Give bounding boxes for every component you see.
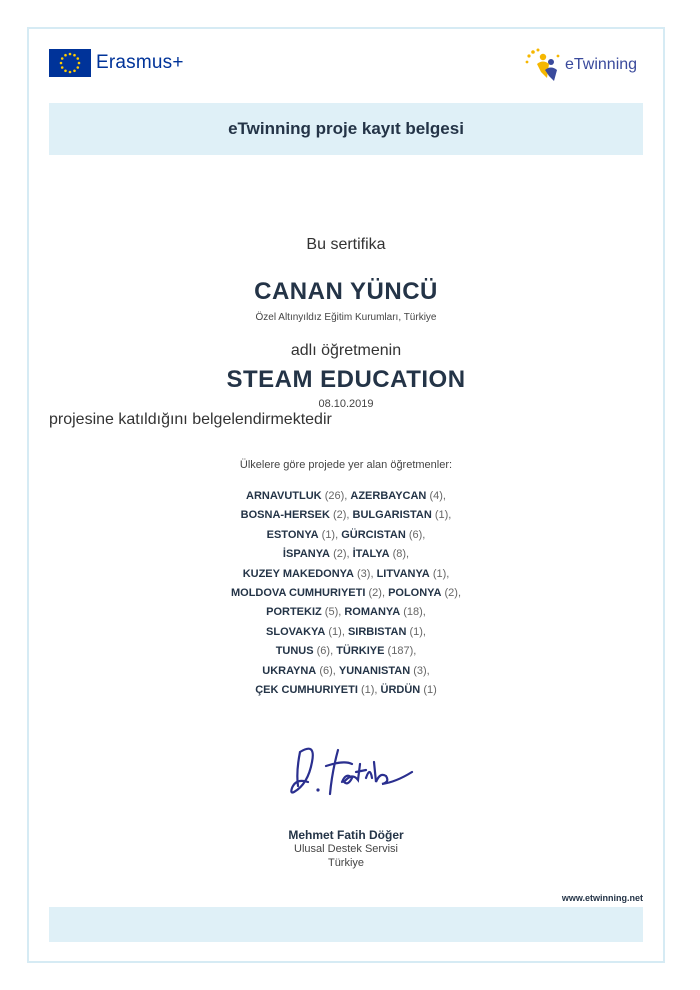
- country-count: (2),: [368, 587, 385, 600]
- country-count: (1): [423, 684, 437, 697]
- document-title: eTwinning proje kayıt belgesi: [228, 119, 464, 138]
- country-count: (1),: [434, 509, 452, 522]
- teacher-suffix-text: adlı öğretmenin: [290, 342, 402, 359]
- country-count: (3),: [357, 567, 374, 580]
- etwinning-logo: [523, 48, 637, 82]
- project-name: STEAM EDUCATION: [226, 366, 466, 393]
- country-line: [49, 584, 643, 603]
- country-name: SIRBISTAN: [347, 625, 407, 638]
- country-line: [49, 506, 643, 525]
- country-name: İSPANYA: [282, 548, 330, 561]
- erasmus-label: Erasmus+: [96, 52, 184, 73]
- signatory-name: Mehmet Fatih Döğer: [288, 828, 404, 842]
- etwinning-label: eTwinning: [565, 56, 638, 73]
- country-name: SLOVAKYA: [266, 625, 326, 638]
- country-name: BOSNA-HERSEK: [240, 509, 330, 522]
- country-count: (2),: [444, 587, 462, 600]
- country-count: (4),: [429, 490, 446, 502]
- country-line: [49, 623, 643, 642]
- country-name: ARNAVUTLUK: [246, 490, 322, 502]
- country-name: PORTEKIZ: [266, 606, 322, 619]
- country-name: POLONYA: [388, 587, 442, 600]
- school-name: Özel Altınyıldız Eğitim Kurumları, Türkiye: [255, 312, 437, 323]
- country-count: (5),: [324, 606, 342, 619]
- country-count: (1),: [328, 625, 345, 638]
- country-name: KUZEY MAKEDONYA: [242, 567, 354, 580]
- country-name: ROMANYA: [344, 606, 401, 619]
- country-name: ÇEK CUMHURIYETI: [255, 684, 358, 697]
- erasmus-logo: [49, 49, 184, 77]
- country-count: (1),: [321, 528, 339, 541]
- certificate-date: 08.10.2019: [318, 398, 374, 410]
- country-count: (26),: [324, 490, 348, 502]
- country-count: (3),: [413, 664, 430, 677]
- countries-intro: Ülkelere göre projede yer alan öğretmenler:: [239, 459, 453, 471]
- signatory-role: Ulusal Destek Servisi: [294, 843, 398, 855]
- country-name: YUNANISTAN: [338, 664, 411, 677]
- country-name: GÜRCISTAN: [341, 528, 406, 541]
- country-name: TÜRKIYE: [336, 645, 385, 658]
- country-name: TUNUS: [275, 645, 314, 658]
- country-line: [49, 681, 643, 700]
- country-name: ESTONYA: [266, 528, 319, 541]
- country-line: [49, 662, 643, 681]
- intro-text: Bu sertifika: [306, 236, 386, 253]
- country-count: (6),: [319, 664, 336, 677]
- certify-text: projesine katıldığını belgelendirmektedir: [49, 411, 332, 428]
- country-count: (1),: [409, 625, 426, 638]
- country-line: [49, 642, 643, 661]
- country-count: (6),: [408, 528, 426, 541]
- country-name: LITVANYA: [376, 567, 430, 580]
- country-name: BULGARISTAN: [352, 509, 432, 522]
- signature-image: [286, 742, 421, 807]
- country-count: (1),: [360, 684, 378, 697]
- eu-flag-icon: [49, 49, 91, 77]
- country-count: (8),: [392, 548, 410, 561]
- website-link[interactable]: www.etwinning.net: [561, 893, 643, 903]
- country-line: [49, 603, 643, 622]
- country-line: [49, 526, 643, 545]
- country-name: UKRAYNA: [262, 664, 317, 677]
- title-band: [49, 103, 643, 155]
- country-count: (6),: [316, 645, 334, 658]
- country-line: [49, 565, 643, 584]
- country-count: (1),: [432, 567, 450, 580]
- country-name: İTALYA: [352, 548, 390, 561]
- teacher-name: CANAN YÜNCÜ: [254, 278, 438, 305]
- country-count: (18),: [403, 606, 426, 619]
- country-name: MOLDOVA CUMHURIYETI: [230, 587, 366, 600]
- country-list: [49, 487, 643, 700]
- country-name: AZERBAYCAN: [350, 490, 427, 502]
- country-count: (2),: [332, 509, 350, 522]
- country-line: [49, 487, 643, 506]
- signatory-country: Türkiye: [327, 857, 365, 869]
- country-count: (187),: [387, 645, 417, 658]
- country-name: ÜRDÜN: [380, 684, 421, 697]
- footer-band: [49, 907, 643, 942]
- country-count: (2),: [333, 548, 350, 561]
- etwinning-figures-icon: [523, 48, 563, 82]
- country-line: [49, 545, 643, 564]
